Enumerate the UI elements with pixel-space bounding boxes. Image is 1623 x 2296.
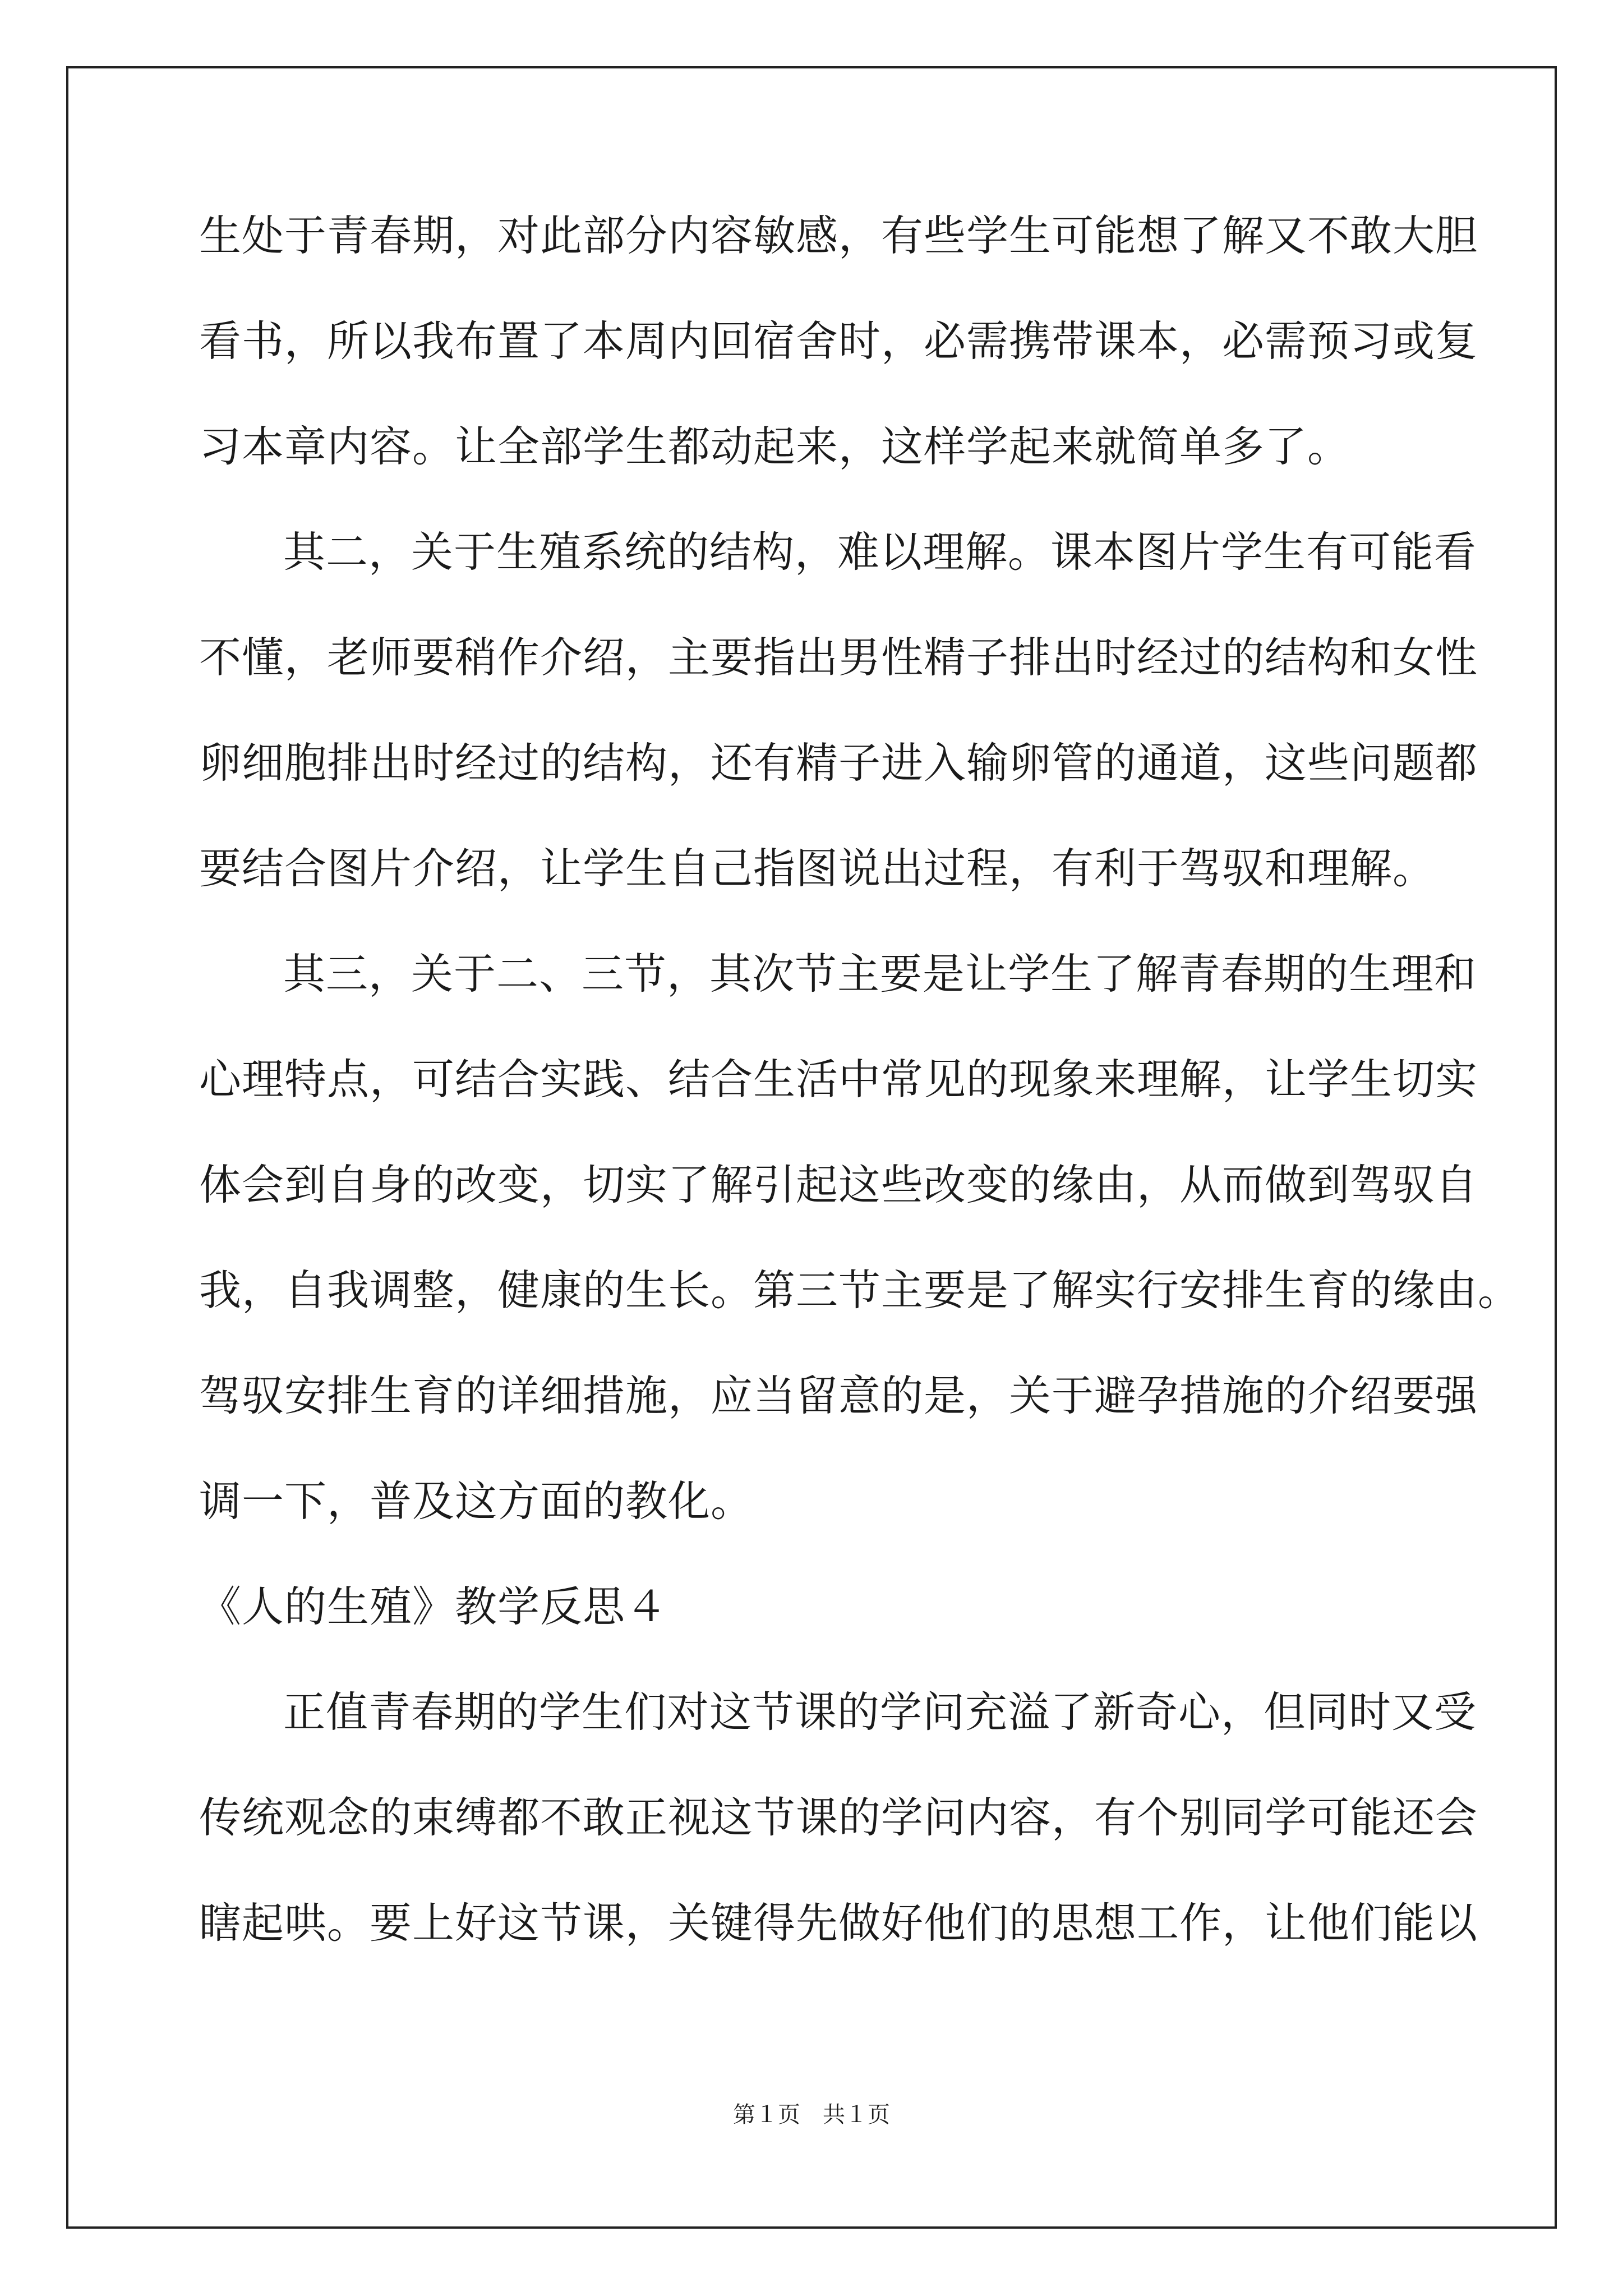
text-line: 生处于青春期，对此部分内容敏感，有些学生可能想了解又不敢大胆 bbox=[199, 211, 1478, 260]
text-line: 心理特点，可结合实践、结合生活中常见的现象来理解，让学生切实 bbox=[199, 1055, 1478, 1104]
page-footer: 第１页 共１页 bbox=[733, 2102, 890, 2128]
text-line: 习本章内容。让全部学生都动起来，这样学起来就简单多了。 bbox=[199, 422, 1350, 471]
text-line: 卵细胞排出时经过的结构，还有精子进入输卵管的通道，这些问题都 bbox=[199, 738, 1478, 788]
text-line: 体会到自身的改变，切实了解引起这些改变的缘由，从而做到驾驭自 bbox=[199, 1160, 1478, 1209]
section-heading: 《人的生殖》教学反思４ bbox=[199, 1582, 668, 1631]
text-line: 瞎起哄。要上好这节课，关键得先做好他们的思想工作，让他们能以 bbox=[199, 1898, 1478, 1948]
text-line: 要结合图片介绍，让学生自己指图说出过程，有利于驾驭和理解。 bbox=[199, 844, 1436, 893]
text-line: 驾驭安排生育的详细措施，应当留意的是，关于避孕措施的介绍要强 bbox=[199, 1371, 1478, 1420]
text-line: 不懂，老师要稍作介绍，主要指出男性精子排出时经过的结构和女性 bbox=[199, 633, 1478, 682]
paragraph-start-line: 正值青春期的学生们对这节课的学问充溢了新奇心，但同时又受 bbox=[283, 1687, 1477, 1737]
text-line: 传统观念的束缚都不敢正视这节课的学问内容，有个别同学可能还会 bbox=[199, 1793, 1478, 1842]
text-line: 看书，所以我布置了本周内回宿舍时，必需携带课本，必需预习或复 bbox=[199, 316, 1478, 366]
paragraph-start-line: 其三，关于二、三节，其次节主要是让学生了解青春期的生理和 bbox=[283, 949, 1477, 999]
text-line: 我，自我调整，健康的生长。第三节主要是了解实行安排生育的缘由。 bbox=[199, 1266, 1521, 1315]
paragraph-start-line: 其二，关于生殖系统的结构，难以理解。课本图片学生有可能看 bbox=[283, 527, 1477, 577]
text-line: 调一下，普及这方面的教化。 bbox=[199, 1476, 754, 1526]
